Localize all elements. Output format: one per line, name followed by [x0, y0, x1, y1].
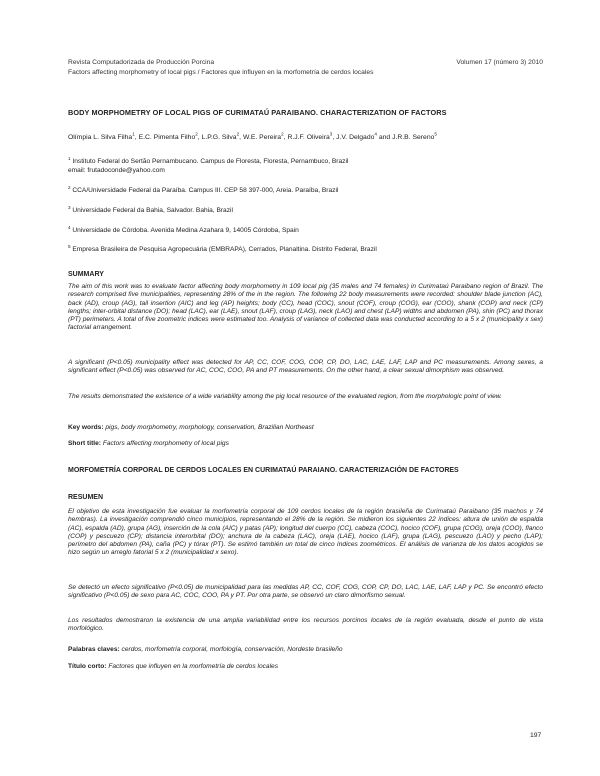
titulo-corto-label: Título corto:: [68, 663, 107, 670]
summary-paragraph-3: The results demonstrated the existence of a wide variability among the pig local resource of the evaluated region, from the morphologic point of view.: [68, 393, 502, 400]
short-title-text: Factors affecting morphometry of local pigs: [102, 440, 229, 447]
affiliation-4: $^4$ Universidade de Córdoba. Avenida Medina Azahara 9, 14005 Córdoba, Spain: [68, 224, 299, 234]
page-number: 197: [530, 732, 542, 739]
affiliation-3: $^3$ Universidade Federal da Bahia, Salvador. Bahia, Brazil: [68, 204, 233, 214]
author: J.V. Delgado$^4$: [336, 131, 377, 141]
keywords-text: pigs, body morphometry, morphology, conservation, Brazilian Northeast: [105, 424, 314, 431]
author: W.E. Pereira$^2$: [242, 131, 284, 141]
summary-paragraph-1: The aim of this work was to evaluate factor affecting body morphometry in 109 local pig (35 males and 74 females) in Curimataú Paraibano region of Brazil. The research comprised five municipalities, representing 28% of the in the region. The following 22 body measurements were recorded: shoulder blade junction (AC), back (AD), croup (AG), tail insertion (AIC) and leg (AP) heights; body (CC), head (COC), snout (COF), croup (COG), ear (COO), shank (COP) and neck (CP) lengths; inter-orbital distance (DO); head (LAC), ear (LAE), snout (LAF), croup (LAG), neck (LAO) and chest (LAP) widths and abdomen (PA), shin (PC) and thorax (PT) perimeters. A total of five zoometric indices were estimated too. Analysis of variance of collected data was conducted according to a 5 x 2 (municipality x sex) factorial arrangement.: [68, 283, 543, 332]
titulo-corto-line: [68, 663, 543, 670]
journal-name: Revista Computadorizada de Producción Porcina: [68, 59, 215, 66]
author-list: Olímpia L. Silva Filha$^1$, E.C. Pimenta Filho$^2$, L.P.G. Silva$^2$, W.E. Pereira$^2$, R.J.F. Oliveira$^3$, J.V. Delgado$^4$ and J.R.B. Sereno$^5$: [68, 131, 437, 141]
running-title: Factors affecting morphometry of local pigs / Factores que influyen en la morfometría de cerdos locales: [68, 69, 374, 76]
paper-title-english: BODY MORPHOMETRY OF LOCAL PIGS OF CURIMATAÚ PARAIBANO. CHARACTERIZATION OF FACTORS: [68, 108, 447, 117]
palabras-claves-line: [68, 646, 543, 653]
author: R.J.F. Oliveira$^3$: [287, 131, 333, 141]
author: L.P.G. Silva$^2$: [201, 131, 240, 141]
author: J.R.B. Sereno$^5$: [392, 131, 437, 141]
summary-paragraph-2: A significant (P<0.05) municipality effect was detected for AP, CC, COF, COG, COP, CP, DO, LAC, LAE, LAF, LAP and PC measurements. Among sexes, a significant effect (P<0.05) was observed for AC, COC, COO, PA and PT measurements. On the other hand, a clear sexual dimorphism was observed.: [68, 359, 543, 375]
author-conjunction: and: [378, 134, 391, 141]
short-title-line: [68, 440, 543, 447]
affiliation-1: $^1$ Instituto Federal do Sertão Pernambucano. Campus de Floresta, Floresta, Pernambuco, Brazil email: frutadoconde@yahoo.com: [68, 155, 349, 174]
keywords-line: [68, 424, 543, 431]
affiliation-2: $^2$ CCA/Universidade Federal da Paraíba. Campus III. CEP 58 397-000, Areia. Paraíba, Brazil: [68, 184, 339, 194]
summary-heading: SUMMARY: [68, 271, 104, 278]
palabras-claves-label: Palabras claves:: [68, 646, 120, 653]
palabras-claves-text: cerdos, morfometría corporal, morfología, conservación, Nordeste brasileño: [121, 646, 343, 653]
resumen-paragraph-1: El objetivo de esta investigación fue evaluar la morfometría corporal de 109 cerdos locales de la región brasileña de Curimataú Paraibano (35 machos y 74 hembras). La investigación comprendió cinco municipios, representando el 28% de la región. Se midieron los siguientes 22 índices: altura de unión de espalda (AC), espalda (AD), grupa (AG), inserción de la cola (AIC) y patas (AP); longitud del cuerpo (CC), cabeza (COC), hocico (COF), grupa (COG), oreja (COO), flanco (COP) y pescuezo (CP); distancia interorbital (DO); anchura de la cabeza (LAC), oreja (LAE), hocico (LAF), grupa (LAG), pescuezo (LAO) y pecho (LAP); perímetro del abdomen (PA), caña (PC) y tórax (PT). Se estimó también un total de cinco índices zoométricos. El análisis de varianza de los datos acogidos se hizo según un arreglo fatorial 5 x 2 (municipalidad x sexo).: [68, 508, 543, 557]
titulo-corto-text: Factores que influyen en la morfometría de cerdos locales: [108, 663, 279, 670]
running-header: [68, 58, 543, 78]
paper-title-spanish: MORFOMETRÍA CORPORAL DE CERDOS LOCALES EN CURIMATAÚ PARAIANO. CARACTERIZACIÓN DE FACTORES: [68, 467, 459, 474]
resumen-heading: RESUMEN: [68, 494, 104, 501]
short-title-label: Short title:: [68, 440, 101, 447]
affiliation-5: $^5$ Empresa Brasileira de Pesquisa Agropecuária (EMBRAPA), Cerrados, Planaltina. Distrito Federal, Brazil: [68, 243, 377, 253]
author: Olímpia L. Silva Filha$^1$: [68, 131, 135, 141]
resumen-paragraph-3: Los resultados demostraron la existencia de una amplia variabilidad entre los recursos porcinos locales de la región evaluada, desde el punto de vista morfológico.: [68, 617, 543, 633]
resumen-paragraph-2: Se detectó un efecto significativo (P<0.05) de municipalidad para las medidas AP, CC, COF, COG, COP, CP, DO, LAC, LAE, LAF, LAP y PC. Se encontró efecto significativo (P<0.05) de sexo para AC, COC, COO, PA y PT. Por otra parte, se observó un claro dimorfismo sexual.: [68, 584, 543, 600]
keywords-label: Key words:: [68, 424, 104, 431]
author: E.C. Pimenta Filho$^2$: [138, 131, 198, 141]
contact-email: email: frutadoconde@yahoo.com: [68, 167, 165, 174]
volume-info: Volumen 17 (número 3) 2010: [456, 59, 543, 66]
